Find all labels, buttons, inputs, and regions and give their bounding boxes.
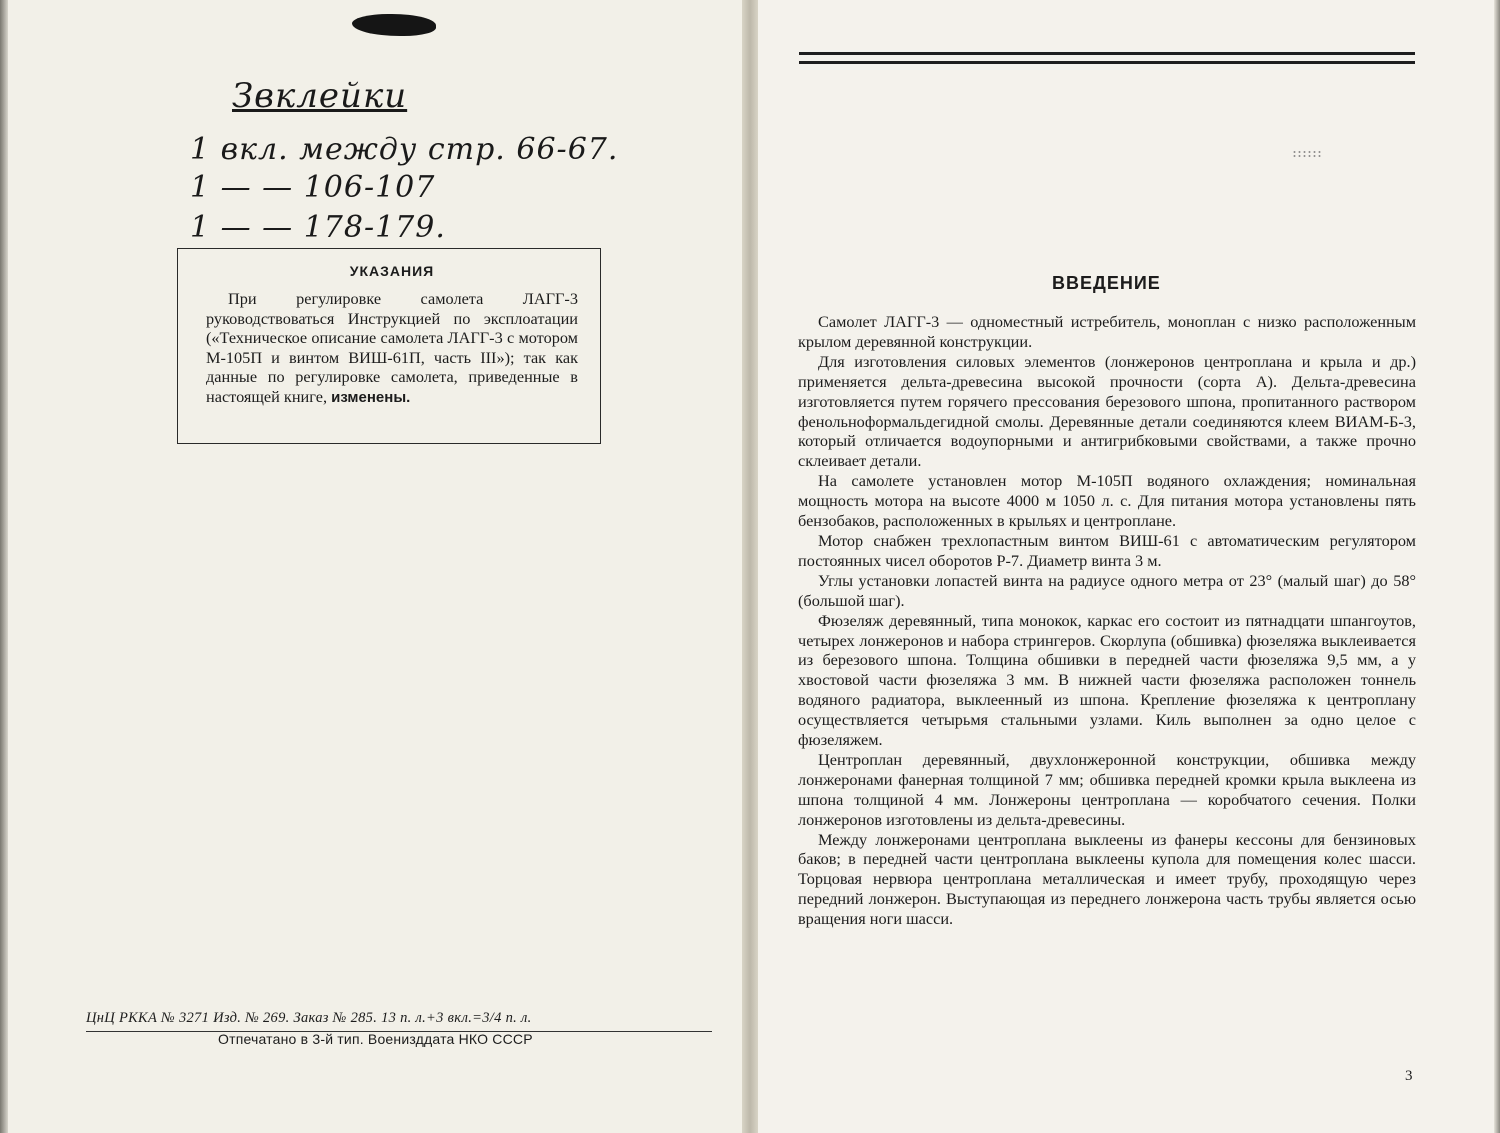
body-paragraph: Между лонжеронами центроплана выклеены из фанеры кессоны для бензиновых баков; в передней части центроплана выклеены купола для помещения колес шасси. Торцовая нервюра центроплана металлическая и имеет трубу, проходящую через передний лонжерон. Выступающая из переднего лонжерона часть трубы является осью вращения ноги шасси. [798, 829, 1416, 929]
body-paragraph: Центроплан деревянный, двухлонжеронной конструкции, обшивка между лонжеронами фанерная толщиной 7 мм; обшивка передней кромки крыла выклеена из шпона толщиной 4 мм. Лонжероны центроплана — коробчатого сечения. Полки лонжеронов изготовлены из дельта-древесины. [798, 749, 1416, 829]
body-paragraph: Для изготовления силовых элементов (лонжеронов центроплана и крыла и др.) применяется дельта-древесина высокой прочности (сорта А). Дельта-древесина изготовляется путем горячего прессования березового шпона, пропитанного раствором фенольноформальдегидной смолы. Деревянные детали соединяются клеем ВИАМ-Б-3, который отличается водоупорными и антигрибковыми свойствами, а также прочно склеивает детали. [798, 351, 1416, 471]
handwritten-note-line: 1 — — 106-107 [190, 170, 436, 205]
notice-box [177, 248, 601, 444]
body-paragraph: Самолет ЛАГГ-3 — одноместный истребитель, моноплан с низко расположенным крылом деревянной конструкции. [798, 312, 1416, 351]
body-paragraph: Мотор снабжен трехлопастным винтом ВИШ-61 с автоматическим регулятором постоянных чисел оборотов Р-7. Диаметр винта 3 м. [798, 530, 1416, 570]
page-number: 3 [1405, 1068, 1413, 1084]
notice-text [206, 289, 578, 408]
body-paragraph: На самолете установлен мотор М-105П водяного охлаждения; номинальная мощность мотора на высоте 4000 м 1050 л. с. Для питания мотора установлены пять бензобаков, расположенных в крыльях и центроплане. [798, 471, 1416, 531]
handwritten-note-line: 1 — — 178-179. [190, 210, 446, 245]
book-gutter [742, 0, 758, 1133]
scan-edge-shadow [1494, 0, 1500, 1133]
body-paragraph: Углы установки лопастей винта на радиусе одного метра от 23° (малый шаг) до 58° (большой шаг). [798, 570, 1416, 610]
header-rule [799, 52, 1415, 55]
print-specks [1292, 150, 1322, 158]
publication-imprint: ЦнЦ РККА № 3271 Изд. № 269. Заказ № 285. 13 п. л.+3 вкл.=3/4 п. л. [86, 1010, 532, 1026]
handwritten-note-line: 1 вкл. между стр. 66-67. [190, 132, 619, 167]
chapter-body [798, 312, 1416, 929]
printer-line: Отпечатано в 3-й тип. Военизддата НКО СССР [218, 1031, 533, 1047]
handwritten-note-title: Звклейки [232, 76, 408, 116]
notice-text-emphasis: изменены. [331, 388, 411, 406]
chapter-title: ВВЕДЕНИЕ [1052, 273, 1161, 293]
notice-title: УКАЗАНИЯ [349, 263, 435, 279]
scan-edge-shadow [0, 0, 8, 1133]
left-page [0, 0, 742, 1133]
ink-blot [352, 14, 436, 36]
header-rule [799, 61, 1415, 64]
notice-text-main: При регулировке самолета ЛАГГ-3 руководствоваться Инструкцией по эксплоатации («Техническое описание самолета ЛАГГ-3 с мотором М-105П и винтом ВИШ-61П, часть III»); так как данные по регулировке самолета, приведенные в настоящей книге, [206, 289, 578, 406]
body-paragraph: Фюзеляж деревянный, типа монокок, каркас его состоит из пятнадцати шпангоутов, четырех лонжеронов и набора стрингеров. Скорлупа (обшивка) фюзеляжа выклеивается из березового шпона. Толщина обшивки в передней части фюзеляжа 9,5 мм, а у хвостовой части фюзеляжа 3 мм. В нижней части фюзеляжа расположен тоннель водяного радиатора, выклеенный из шпона. Крепление фюзеляжа к центроплану осуществляется четырьмя стальными узлами. Киль выполнен за одно целое с фюзеляжем. [798, 610, 1416, 750]
